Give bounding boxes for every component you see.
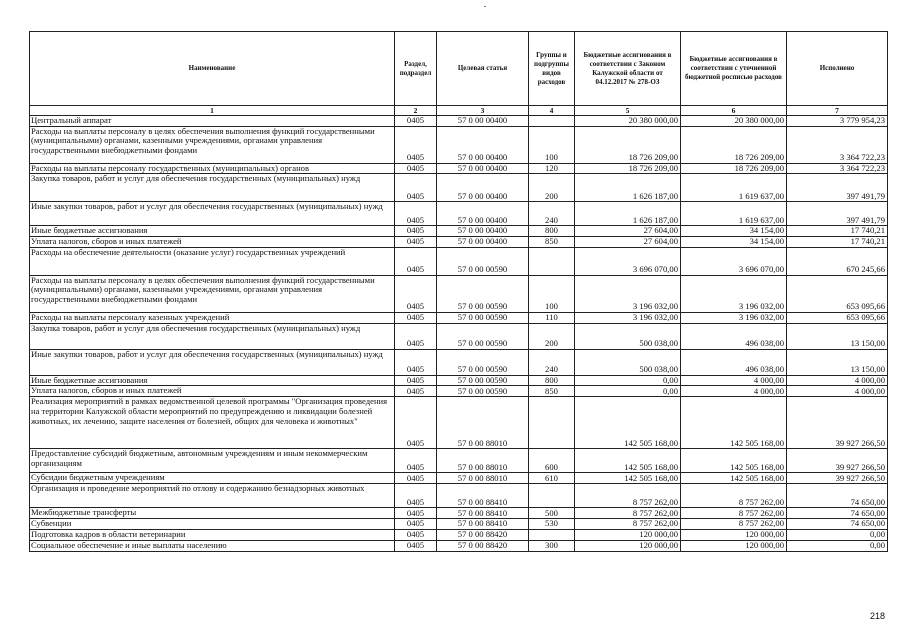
row-refined-amount-cell: 120 000,00	[681, 529, 787, 540]
row-name-cell: Реализация мероприятий в рамках ведомственной целевой программы "Организация проведения на территории Калужской области мероприятий по предупреждению и ликвидации болезней животных, их лечению, защите населения от болезней, общих для человека и животных"	[30, 397, 395, 449]
table-row	[30, 375, 888, 386]
row-name-cell: Расходы на выплаты персоналу в целях обеспечения выполнения функций государственными (муниципальными) органами, казенными учреждениями, органами управления государственными внебюджетными фондами	[30, 275, 395, 312]
row-target-cell: 57 0 00 88010	[437, 473, 529, 484]
table-row	[30, 349, 888, 375]
row-section-cell: 0405	[395, 163, 437, 174]
header-law-allocations: Бюджетные ассигнования в соответствии с Законом Калужской области от 04.12.2017 № 278-ОЗ	[575, 32, 681, 106]
row-group-cell: 300	[529, 540, 575, 551]
row-law-amount-cell: 27 604,00	[575, 236, 681, 247]
row-executed-amount-cell: 13 150,00	[787, 323, 888, 349]
table-row	[30, 519, 888, 530]
table-row	[30, 449, 888, 473]
row-section-cell: 0405	[395, 540, 437, 551]
row-target-cell: 57 0 00 88010	[437, 397, 529, 449]
row-target-cell: 57 0 00 00590	[437, 375, 529, 386]
row-law-amount-cell: 0,00	[575, 375, 681, 386]
row-name-cell: Субсидии бюджетным учреждениям	[30, 473, 395, 484]
column-number: 3	[437, 106, 529, 116]
table-row	[30, 529, 888, 540]
row-refined-amount-cell: 34 154,00	[681, 236, 787, 247]
row-group-cell: 100	[529, 126, 575, 163]
row-name-cell: Субвенции	[30, 519, 395, 530]
header-refined-allocations: Бюджетные ассигнования в соответствии с уточненной бюджетной росписью расходов	[681, 32, 787, 106]
row-executed-amount-cell: 653 095,66	[787, 275, 888, 312]
row-name-cell: Иные закупки товаров, работ и услуг для обеспечения государственных (муниципальных) нужд	[30, 349, 395, 375]
row-law-amount-cell: 1 626 187,00	[575, 202, 681, 226]
row-refined-amount-cell: 142 505 168,00	[681, 397, 787, 449]
row-refined-amount-cell: 142 505 168,00	[681, 473, 787, 484]
row-name-cell: Подготовка кадров в области ветеринарии	[30, 529, 395, 540]
row-group-cell	[529, 484, 575, 508]
column-number: 1	[30, 106, 395, 116]
row-refined-amount-cell: 8 757 262,00	[681, 508, 787, 519]
column-number-row	[30, 106, 888, 116]
row-section-cell: 0405	[395, 349, 437, 375]
row-refined-amount-cell: 20 380 000,00	[681, 116, 787, 127]
table-row	[30, 540, 888, 551]
row-executed-amount-cell: 3 364 722,23	[787, 163, 888, 174]
header-expense-group: Группы и подгруппы видов расходов	[529, 32, 575, 106]
row-refined-amount-cell: 120 000,00	[681, 540, 787, 551]
row-law-amount-cell: 500 038,00	[575, 323, 681, 349]
row-section-cell: 0405	[395, 484, 437, 508]
row-target-cell: 57 0 00 00400	[437, 236, 529, 247]
row-refined-amount-cell: 496 038,00	[681, 323, 787, 349]
row-executed-amount-cell: 0,00	[787, 529, 888, 540]
row-target-cell: 57 0 00 88420	[437, 529, 529, 540]
column-number: 2	[395, 106, 437, 116]
row-law-amount-cell: 120 000,00	[575, 529, 681, 540]
page-number: 218	[869, 611, 885, 621]
row-section-cell: 0405	[395, 116, 437, 127]
row-section-cell: 0405	[395, 126, 437, 163]
header-target-article: Целевая статья	[437, 32, 529, 106]
row-refined-amount-cell: 34 154,00	[681, 226, 787, 237]
row-refined-amount-cell: 496 038,00	[681, 349, 787, 375]
table-row	[30, 226, 888, 237]
row-section-cell: 0405	[395, 508, 437, 519]
row-group-cell	[529, 247, 575, 275]
row-name-cell: Закупка товаров, работ и услуг для обеспечения государственных (муниципальных) нужд	[30, 174, 395, 202]
row-name-cell: Предоставление субсидий бюджетным, автономным учреждениям и иным некоммерческим организациям	[30, 449, 395, 473]
row-name-cell: Закупка товаров, работ и услуг для обеспечения государственных (муниципальных) нужд	[30, 323, 395, 349]
row-law-amount-cell: 3 196 032,00	[575, 312, 681, 323]
header-name: Наименование	[30, 32, 395, 106]
row-target-cell: 57 0 00 00590	[437, 275, 529, 312]
row-group-cell: 110	[529, 312, 575, 323]
row-executed-amount-cell: 74 650,00	[787, 484, 888, 508]
row-law-amount-cell: 142 505 168,00	[575, 449, 681, 473]
row-section-cell: 0405	[395, 519, 437, 530]
row-section-cell: 0405	[395, 174, 437, 202]
table-row	[30, 247, 888, 275]
row-group-cell: 610	[529, 473, 575, 484]
row-executed-amount-cell: 17 740,21	[787, 236, 888, 247]
row-target-cell: 57 0 00 00590	[437, 349, 529, 375]
row-executed-amount-cell: 670 245,66	[787, 247, 888, 275]
row-target-cell: 57 0 00 88010	[437, 449, 529, 473]
row-section-cell: 0405	[395, 529, 437, 540]
row-law-amount-cell: 0,00	[575, 386, 681, 397]
row-executed-amount-cell: 39 927 266,50	[787, 397, 888, 449]
row-executed-amount-cell: 39 927 266,50	[787, 473, 888, 484]
row-refined-amount-cell: 1 619 637,00	[681, 202, 787, 226]
row-name-cell: Межбюджетные трансферты	[30, 508, 395, 519]
table-row	[30, 275, 888, 312]
column-number: 5	[575, 106, 681, 116]
row-section-cell: 0405	[395, 202, 437, 226]
row-section-cell: 0405	[395, 375, 437, 386]
row-law-amount-cell: 27 604,00	[575, 226, 681, 237]
row-law-amount-cell: 142 505 168,00	[575, 397, 681, 449]
column-number: 6	[681, 106, 787, 116]
row-target-cell: 57 0 00 00590	[437, 247, 529, 275]
row-section-cell: 0405	[395, 312, 437, 323]
row-section-cell: 0405	[395, 449, 437, 473]
table-row	[30, 484, 888, 508]
table-row	[30, 323, 888, 349]
table-row	[30, 163, 888, 174]
row-group-cell	[529, 397, 575, 449]
row-group-cell: 240	[529, 202, 575, 226]
row-refined-amount-cell: 4 000,00	[681, 375, 787, 386]
row-executed-amount-cell: 4 000,00	[787, 386, 888, 397]
table-body	[30, 116, 888, 552]
row-target-cell: 57 0 00 88410	[437, 508, 529, 519]
column-number: 7	[787, 106, 888, 116]
row-law-amount-cell: 20 380 000,00	[575, 116, 681, 127]
row-executed-amount-cell: 74 650,00	[787, 508, 888, 519]
row-name-cell: Уплата налогов, сборов и иных платежей	[30, 236, 395, 247]
row-target-cell: 57 0 00 00590	[437, 386, 529, 397]
row-refined-amount-cell: 1 619 637,00	[681, 174, 787, 202]
header-row	[30, 32, 888, 106]
row-law-amount-cell: 8 757 262,00	[575, 519, 681, 530]
table-row	[30, 126, 888, 163]
row-refined-amount-cell: 3 196 032,00	[681, 312, 787, 323]
row-group-cell: 100	[529, 275, 575, 312]
row-section-cell: 0405	[395, 236, 437, 247]
row-refined-amount-cell: 142 505 168,00	[681, 449, 787, 473]
row-refined-amount-cell: 8 757 262,00	[681, 484, 787, 508]
row-group-cell	[529, 529, 575, 540]
row-target-cell: 57 0 00 00590	[437, 323, 529, 349]
table-row	[30, 386, 888, 397]
row-refined-amount-cell: 3 696 070,00	[681, 247, 787, 275]
row-target-cell: 57 0 00 88420	[437, 540, 529, 551]
row-group-cell: 600	[529, 449, 575, 473]
row-executed-amount-cell: 39 927 266,50	[787, 449, 888, 473]
row-section-cell: 0405	[395, 386, 437, 397]
row-law-amount-cell: 1 626 187,00	[575, 174, 681, 202]
row-law-amount-cell: 142 505 168,00	[575, 473, 681, 484]
row-refined-amount-cell: 18 726 209,00	[681, 126, 787, 163]
header-section: Раздел, подраздел	[395, 32, 437, 106]
row-section-cell: 0405	[395, 275, 437, 312]
row-executed-amount-cell: 3 364 722,23	[787, 126, 888, 163]
budget-table-wrapper	[29, 31, 887, 552]
table-row	[30, 116, 888, 127]
row-executed-amount-cell: 74 650,00	[787, 519, 888, 530]
row-group-cell: 800	[529, 375, 575, 386]
row-executed-amount-cell: 397 491,79	[787, 202, 888, 226]
row-name-cell: Расходы на обеспечение деятельности (оказание услуг) государственных учреждений	[30, 247, 395, 275]
row-section-cell: 0405	[395, 473, 437, 484]
row-group-cell: 530	[529, 519, 575, 530]
row-group-cell	[529, 116, 575, 127]
row-refined-amount-cell: 4 000,00	[681, 386, 787, 397]
row-target-cell: 57 0 00 00400	[437, 126, 529, 163]
row-target-cell: 57 0 00 00400	[437, 226, 529, 237]
row-section-cell: 0405	[395, 323, 437, 349]
row-law-amount-cell: 18 726 209,00	[575, 126, 681, 163]
row-section-cell: 0405	[395, 397, 437, 449]
table-row	[30, 202, 888, 226]
row-executed-amount-cell: 0,00	[787, 540, 888, 551]
row-target-cell: 57 0 00 88410	[437, 519, 529, 530]
row-group-cell: 850	[529, 236, 575, 247]
row-group-cell: 200	[529, 174, 575, 202]
row-group-cell: 200	[529, 323, 575, 349]
header-executed: Исполнено	[787, 32, 888, 106]
row-name-cell: Расходы на выплаты персоналу в целях обеспечения выполнения функций государственными (муниципальными) органами, казенными учреждениями, органами управления государственными внебюджетными фондами	[30, 126, 395, 163]
row-refined-amount-cell: 8 757 262,00	[681, 519, 787, 530]
row-target-cell: 57 0 00 00400	[437, 116, 529, 127]
row-refined-amount-cell: 3 196 032,00	[681, 275, 787, 312]
row-name-cell: Расходы на выплаты персоналу казенных учреждений	[30, 312, 395, 323]
row-law-amount-cell: 120 000,00	[575, 540, 681, 551]
scan-speck	[484, 6, 486, 7]
row-target-cell: 57 0 00 00400	[437, 202, 529, 226]
row-law-amount-cell: 8 757 262,00	[575, 484, 681, 508]
row-group-cell: 500	[529, 508, 575, 519]
table-row	[30, 236, 888, 247]
row-target-cell: 57 0 00 00590	[437, 312, 529, 323]
row-executed-amount-cell: 17 740,21	[787, 226, 888, 237]
table-row	[30, 174, 888, 202]
row-executed-amount-cell: 3 779 954,23	[787, 116, 888, 127]
table-row	[30, 312, 888, 323]
row-law-amount-cell: 3 696 070,00	[575, 247, 681, 275]
row-target-cell: 57 0 00 00400	[437, 174, 529, 202]
row-name-cell: Иные закупки товаров, работ и услуг для обеспечения государственных (муниципальных) нужд	[30, 202, 395, 226]
row-law-amount-cell: 18 726 209,00	[575, 163, 681, 174]
row-group-cell: 240	[529, 349, 575, 375]
row-target-cell: 57 0 00 00400	[437, 163, 529, 174]
row-law-amount-cell: 3 196 032,00	[575, 275, 681, 312]
row-name-cell: Иные бюджетные ассигнования	[30, 226, 395, 237]
table-row	[30, 397, 888, 449]
row-name-cell: Расходы на выплаты персоналу государственных (муниципальных) органов	[30, 163, 395, 174]
row-executed-amount-cell: 4 000,00	[787, 375, 888, 386]
column-number: 4	[529, 106, 575, 116]
table-row	[30, 473, 888, 484]
row-name-cell: Уплата налогов, сборов и иных платежей	[30, 386, 395, 397]
row-group-cell: 800	[529, 226, 575, 237]
row-law-amount-cell: 500 038,00	[575, 349, 681, 375]
row-law-amount-cell: 8 757 262,00	[575, 508, 681, 519]
budget-execution-table	[29, 31, 888, 552]
row-group-cell: 850	[529, 386, 575, 397]
row-section-cell: 0405	[395, 226, 437, 237]
row-group-cell: 120	[529, 163, 575, 174]
table-row	[30, 508, 888, 519]
row-name-cell: Организация и проведение мероприятий по отлову и содержанию безнадзорных животных	[30, 484, 395, 508]
row-name-cell: Иные бюджетные ассигнования	[30, 375, 395, 386]
row-name-cell: Центральный аппарат	[30, 116, 395, 127]
row-executed-amount-cell: 397 491,79	[787, 174, 888, 202]
row-executed-amount-cell: 13 150,00	[787, 349, 888, 375]
row-section-cell: 0405	[395, 247, 437, 275]
row-name-cell: Социальное обеспечение и иные выплаты населению	[30, 540, 395, 551]
row-executed-amount-cell: 653 095,66	[787, 312, 888, 323]
row-target-cell: 57 0 00 88410	[437, 484, 529, 508]
row-refined-amount-cell: 18 726 209,00	[681, 163, 787, 174]
